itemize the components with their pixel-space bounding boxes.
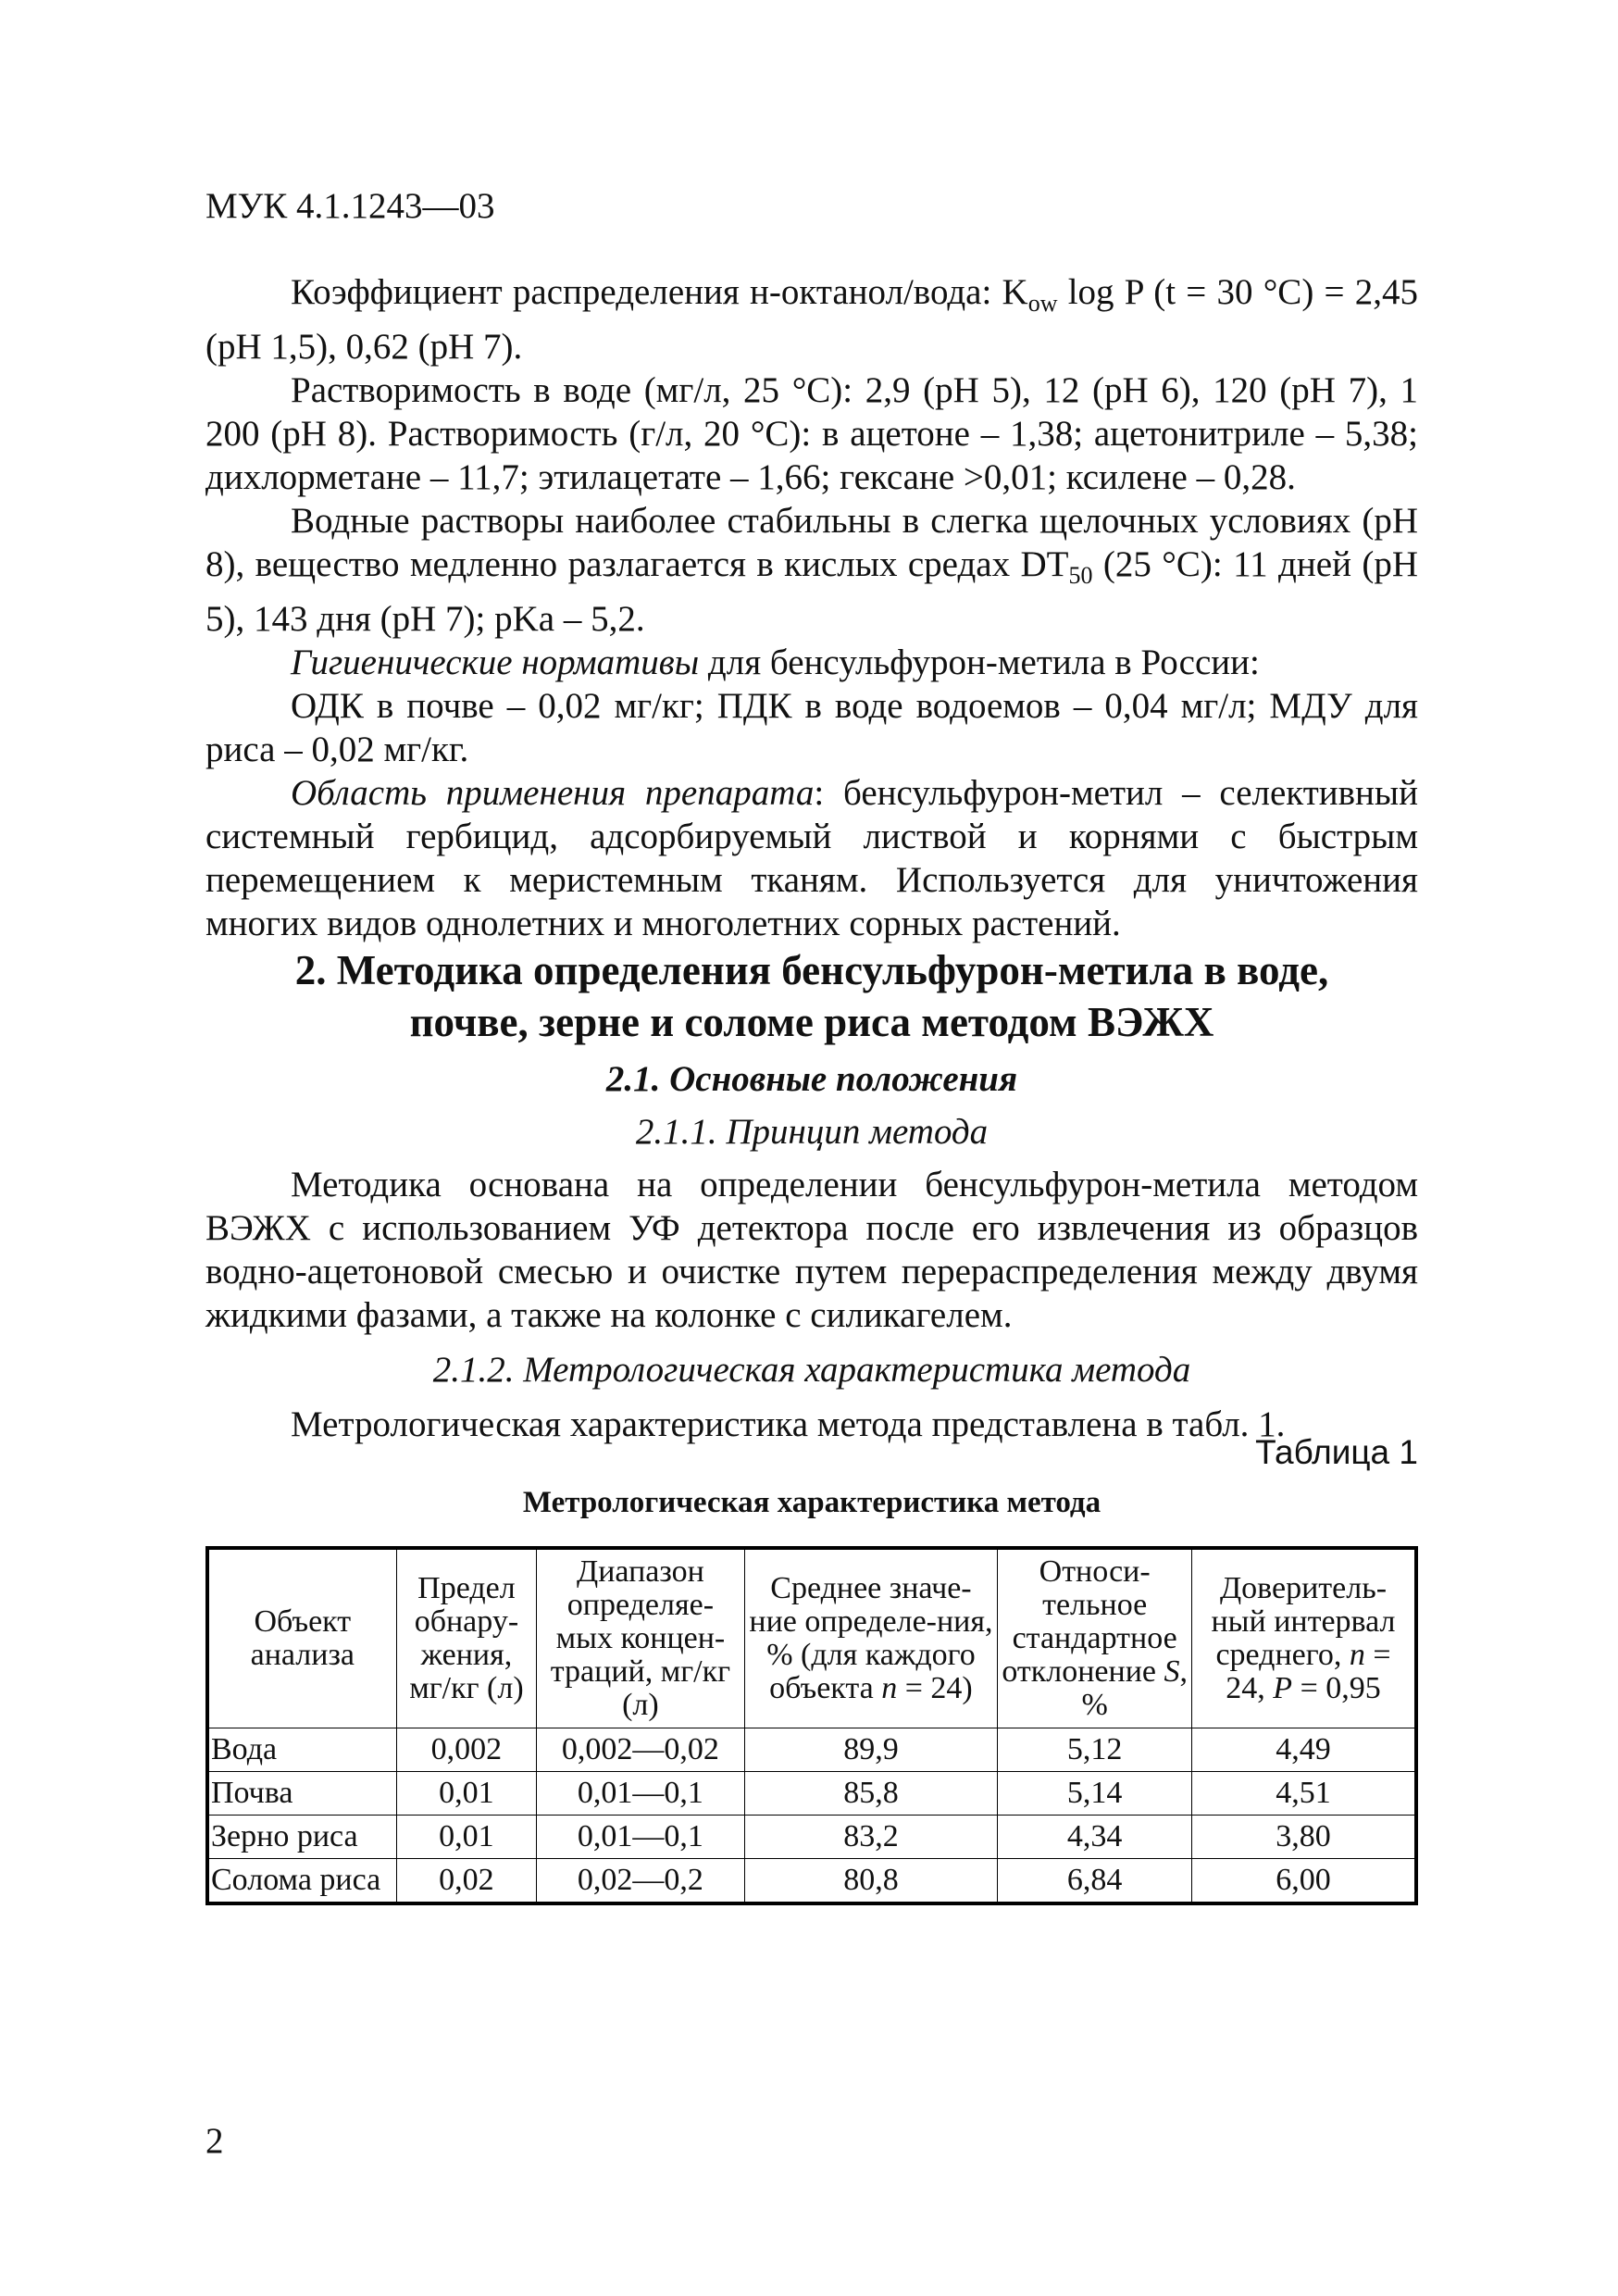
header-text: , % <box>1081 1654 1188 1722</box>
cell-range: 0,002—0,02 <box>537 1728 744 1772</box>
cell-object: Вода <box>207 1728 396 1772</box>
paragraph-limits: ОДК в почве – 0,02 мг/кг; ПДК в воде водоемов – 0,04 мг/л; МДУ для риса – 0,02 мг/кг. <box>205 686 1418 769</box>
header-detection-limit: Предел обнару-жения, мг/кг (л) <box>396 1548 537 1728</box>
cell-detection-limit: 0,02 <box>396 1859 537 1904</box>
header-confidence-interval <box>1192 1548 1416 1728</box>
cell-range: 0,02—0,2 <box>537 1859 744 1904</box>
page-number: 2 <box>205 2121 224 2161</box>
header-text: Доверитель-ный интервал среднего, <box>1211 1571 1396 1672</box>
header-italic: n <box>1349 1638 1365 1672</box>
document-header: МУК 4.1.1243—03 <box>205 186 495 226</box>
text-span: для бенсульфурон-метила в России: <box>699 643 1260 682</box>
paragraph-stability <box>205 499 1418 641</box>
subsection-title: 2.1. Основные положения <box>605 1059 1018 1099</box>
cell-detection-limit: 0,01 <box>396 1816 537 1859</box>
cell-mean: 89,9 <box>744 1728 998 1772</box>
cell-std: 6,84 <box>998 1859 1192 1904</box>
cell-object: Солома риса <box>207 1859 396 1904</box>
cell-mean: 80,8 <box>744 1859 998 1904</box>
paragraph-application <box>205 771 1418 945</box>
cell-object: Зерно риса <box>207 1816 396 1859</box>
section-2 <box>205 944 1418 1446</box>
cell-interval: 3,80 <box>1192 1816 1416 1859</box>
header-concentration-range: Диапазон определяе-мых концен-траций, мг/кг (л) <box>537 1548 744 1728</box>
subscript: 50 <box>1068 562 1093 589</box>
header-text: Относи-тельное стандартное отклонение <box>1002 1554 1177 1689</box>
header-italic: S <box>1164 1654 1180 1689</box>
paragraph-partition-coefficient <box>205 270 1418 368</box>
section-title-line2: почве, зерне и соломе риса методом ВЭЖХ <box>409 999 1214 1045</box>
header-italic: P <box>1273 1671 1293 1705</box>
italic-term: Гигиенические нормативы <box>291 643 700 682</box>
header-std-deviation <box>998 1548 1192 1728</box>
cell-detection-limit: 0,01 <box>396 1772 537 1816</box>
cell-object: Почва <box>207 1772 396 1816</box>
text-span: (25 °C): 11 дней (pH 5), 143 дня (pH 7); pKa – 5,2. <box>205 544 1418 639</box>
header-mean-value <box>744 1548 998 1728</box>
table-row <box>207 1772 1416 1816</box>
table-header-row <box>207 1548 1416 1728</box>
table-number: Таблица 1 <box>1255 1433 1418 1471</box>
text-span: Водные растворы наиболее стабильны в слегка щелочных условиях (pH 8), вещество медленно разлагается в кислых средах DT <box>205 501 1418 584</box>
italic-term: Область применения препарата <box>291 773 815 813</box>
subsubsection-title-principle: 2.1.1. Принцип метода <box>635 1112 989 1152</box>
cell-range: 0,01—0,1 <box>537 1816 744 1859</box>
cell-interval: 6,00 <box>1192 1859 1416 1904</box>
header-italic: n <box>881 1671 898 1705</box>
header-text: = 24) <box>897 1671 973 1705</box>
paragraph-metrology: Метрологическая характеристика метода представлена в табл. 1. <box>291 1404 1286 1444</box>
paragraph-solubility: Растворимость в воде (мг/л, 25 °C): 2,9 (pH 5), 12 (pH 6), 120 (pH 7), 1 200 (pH 8). Растворимость (г/л, 20 °C): в ацетоне – 1,38; ацетонитриле – 5,38; дихлорметане – 11,7; этилацетате – 1,66; гексане >0,01; ксилене – 0,28. <box>205 370 1418 497</box>
table-row <box>207 1859 1416 1904</box>
table-title: Метрологическая характеристика метода <box>522 1486 1101 1519</box>
metrology-table <box>205 1546 1418 1905</box>
header-text: = 0,95 <box>1292 1671 1381 1705</box>
text-span: Коэффициент распределения н-октанол/вода: K <box>291 272 1028 312</box>
cell-std: 5,14 <box>998 1772 1192 1816</box>
intro-text <box>205 270 1418 945</box>
table-row <box>207 1728 1416 1772</box>
cell-mean: 83,2 <box>744 1816 998 1859</box>
cell-detection-limit: 0,002 <box>396 1728 537 1772</box>
cell-mean: 85,8 <box>744 1772 998 1816</box>
header-object: Объект анализа <box>207 1548 396 1728</box>
cell-interval: 4,51 <box>1192 1772 1416 1816</box>
text-span: : бенсульфурон-метил – селективный системный гербицид, адсорбируемый листвой и корнями с быстрым перемещением к меристемным тканям. Используется для уничтожения многих видов однолетних и многолетних сорных растений. <box>205 773 1419 943</box>
table-row <box>207 1816 1416 1859</box>
header-text: Среднее значе-ние определе-ния, % (для каждого объекта <box>749 1571 993 1705</box>
paragraph-principle: Методика основана на определении бенсульфурон-метила методом ВЭЖХ с использованием УФ детектора после его извлечения из образцов водно-ацетоновой смесью и очистке путем перераспределения между двумя жидкими фазами, а также на колонке с силикагелем. <box>205 1165 1418 1335</box>
subsubsection-title-metrology: 2.1.2. Метрологическая характеристика метода <box>432 1350 1191 1390</box>
cell-range: 0,01—0,1 <box>537 1772 744 1816</box>
text-span: log P (t = 30 °C) = 2,45 (pH 1,5), 0,62 (pH 7). <box>205 272 1418 367</box>
header-text: = 24, <box>1226 1638 1391 1705</box>
section-title-line1: 2. Методика определения бенсульфурон-метила в воде, <box>294 947 1329 993</box>
paragraph-hygiene <box>205 641 1418 684</box>
subscript: ow <box>1027 290 1058 317</box>
cell-std: 5,12 <box>998 1728 1192 1772</box>
cell-std: 4,34 <box>998 1816 1192 1859</box>
cell-interval: 4,49 <box>1192 1728 1416 1772</box>
